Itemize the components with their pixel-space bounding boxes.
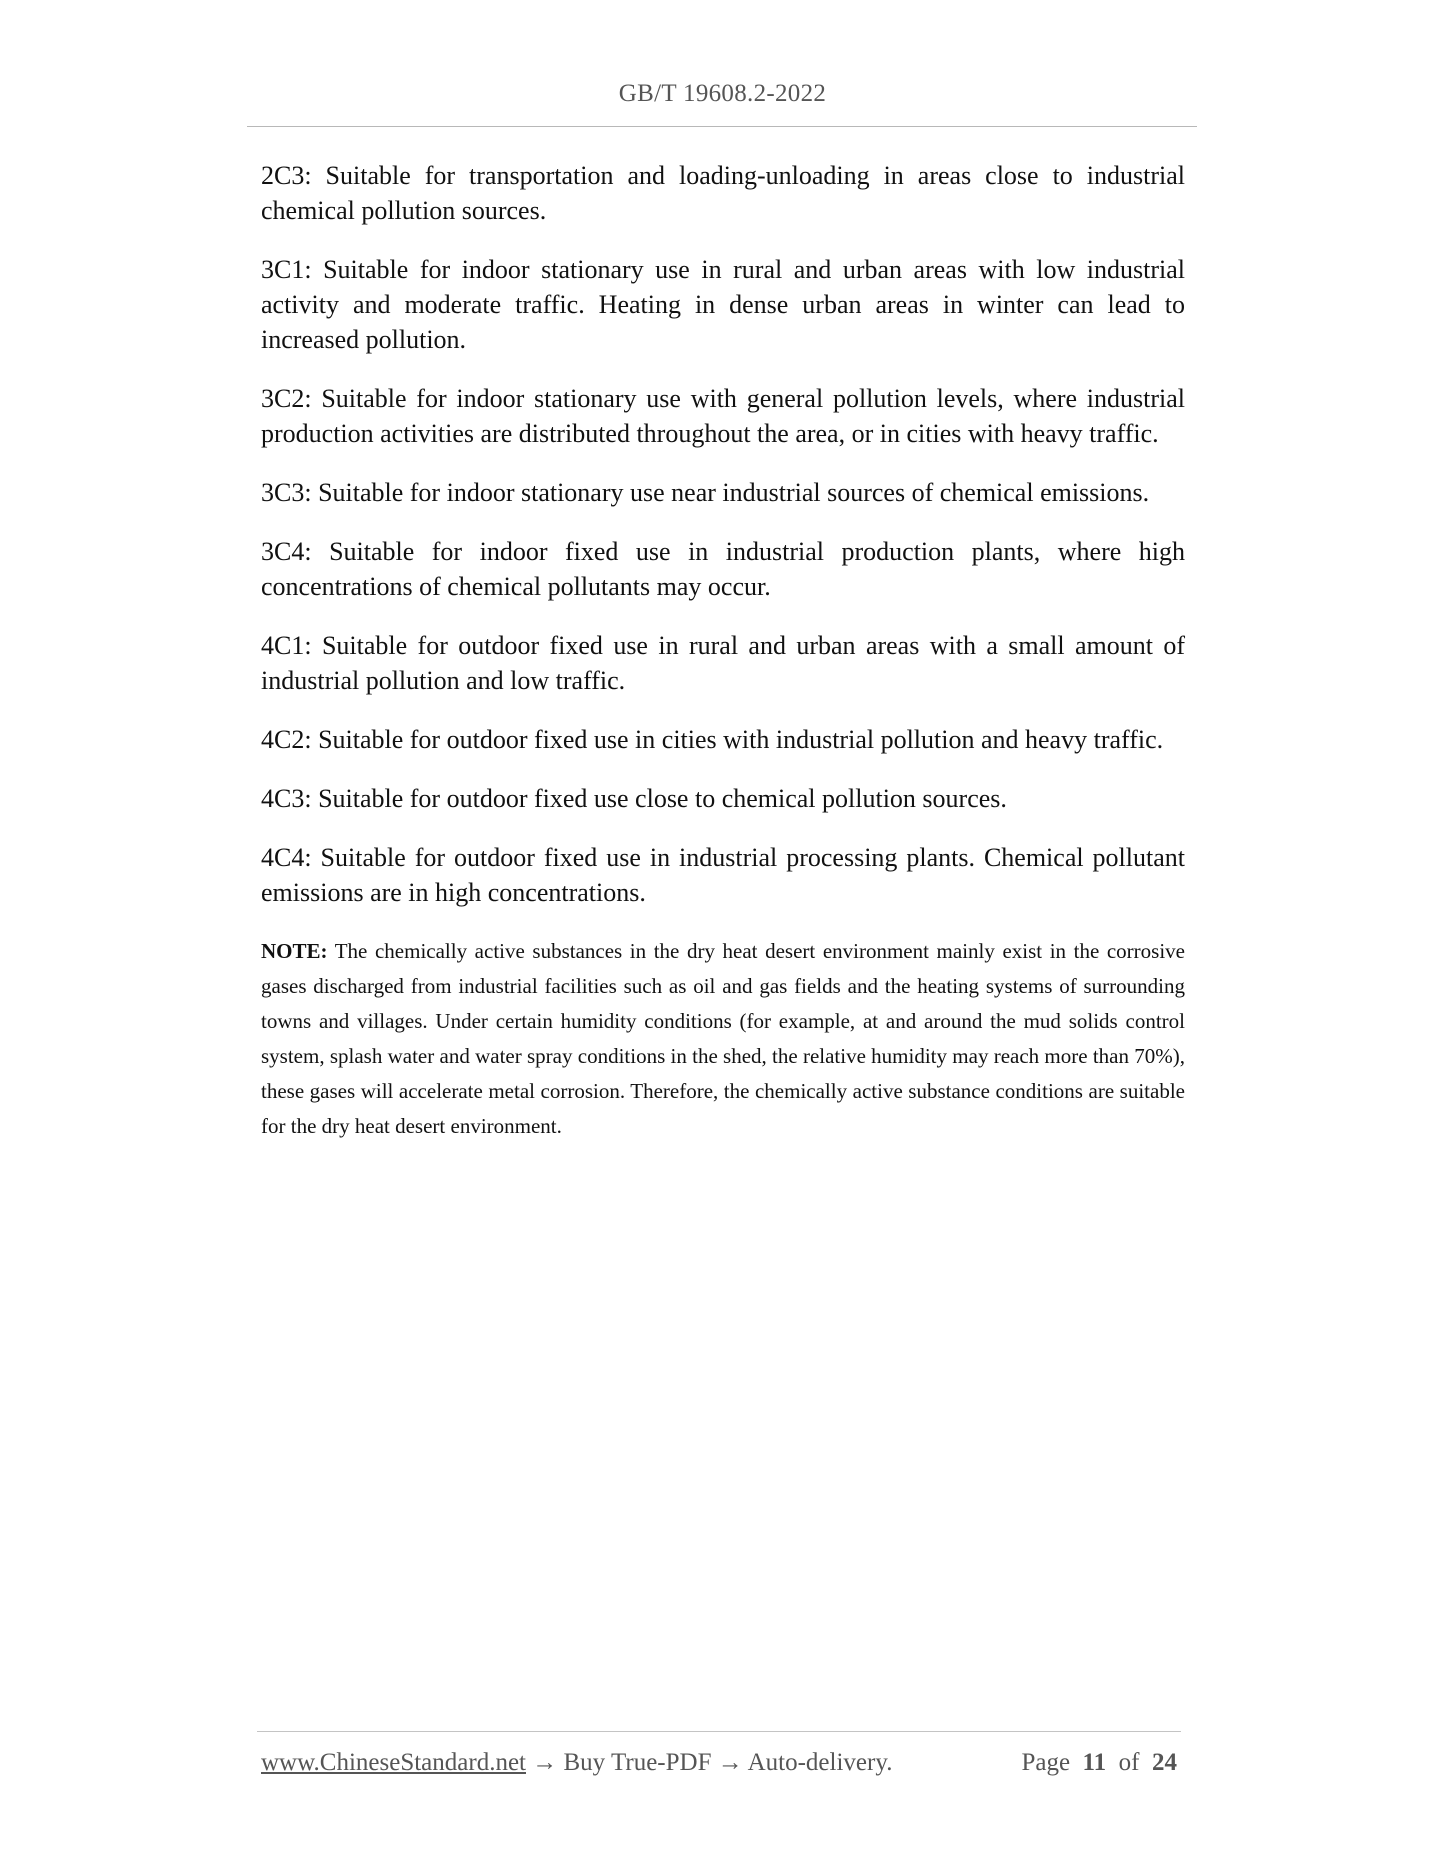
header-divider: [247, 126, 1197, 127]
note-paragraph: [261, 934, 1185, 1144]
page-total: 24: [1152, 1749, 1177, 1776]
paragraph-4c3: 4C3: Suitable for outdoor fixed use close to chemical pollution sources.: [261, 784, 1007, 813]
note-label: NOTE:: [261, 939, 328, 963]
document-header-title: GB/T 19608.2-2022: [618, 80, 827, 107]
paragraph-3c2: 3C2: Suitable for indoor stationary use with general pollution levels, where industrial production activities are distributed throughout the area, or in cities with heavy traffic.: [261, 384, 1185, 448]
page-label: Page: [1021, 1749, 1071, 1776]
paragraph-2c3: 2C3: Suitable for transportation and loading-unloading in areas close to industrial chemical pollution sources.: [261, 161, 1185, 225]
note-text: The chemically active substances in the dry heat desert environment mainly exist in the corrosive gases discharged from industrial facilities such as oil and gas fields and the heating systems of surrounding towns and villages. Under certain humidity conditions (for example, at and around the mud solids control system, splash water and water spray conditions in the shed, the relative humidity may reach more than 70%), these gases will accelerate metal corrosion. Therefore, the chemically active substance conditions are suitable for the dry heat desert environment.: [261, 939, 1185, 1138]
buy-true-pdf-text: Buy True-PDF: [563, 1749, 712, 1776]
paragraph-4c4: 4C4: Suitable for outdoor fixed use in industrial processing plants. Chemical pollutant emissions are in high concentrations.: [261, 843, 1185, 907]
page-of-label: of: [1118, 1749, 1140, 1776]
paragraph-3c3: 3C3: Suitable for indoor stationary use near industrial sources of chemical emissions.: [261, 478, 1150, 507]
footer-promo: [261, 1749, 892, 1777]
auto-delivery-text: Auto-delivery.: [747, 1749, 893, 1776]
page-current: 11: [1082, 1749, 1107, 1776]
paragraph-4c2: 4C2: Suitable for outdoor fixed use in cities with industrial pollution and heavy traffic.: [261, 725, 1164, 754]
arrow-right-icon: →: [717, 1749, 743, 1776]
chinese-standard-link[interactable]: www.ChineseStandard.net: [261, 1749, 526, 1776]
paragraph-4c1: 4C1: Suitable for outdoor fixed use in rural and urban areas with a small amount of industrial pollution and low traffic.: [261, 631, 1185, 695]
paragraph-3c1: 3C1: Suitable for indoor stationary use in rural and urban areas with low industrial activity and moderate traffic. Heating in dense urban areas in winter can lead to increased pollution.: [261, 255, 1185, 354]
document-body: [261, 158, 1185, 1144]
paragraph-3c4: 3C4: Suitable for indoor fixed use in industrial production plants, where high concentrations of chemical pollutants may occur.: [261, 537, 1185, 601]
footer-divider: [257, 1731, 1181, 1732]
arrow-right-icon: →: [532, 1749, 558, 1776]
page-indicator: [1021, 1749, 1177, 1777]
